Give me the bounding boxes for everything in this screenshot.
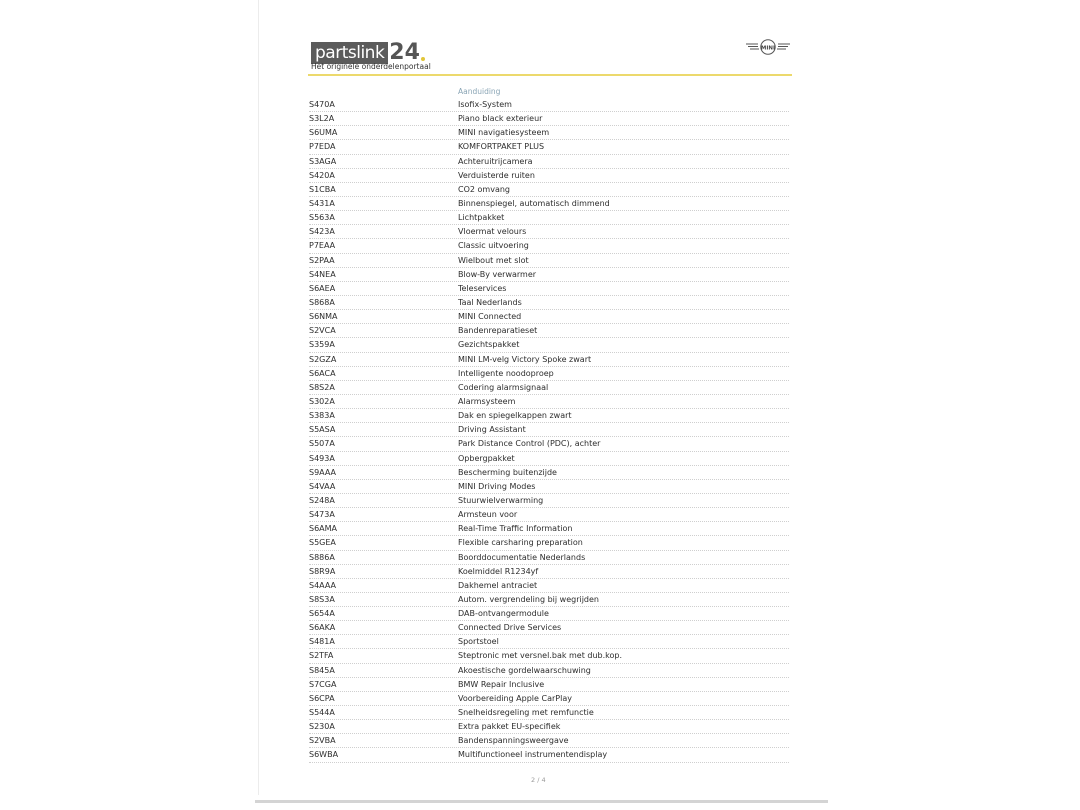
table-row (309, 225, 789, 239)
option-description: Alarmsysteem (458, 396, 516, 406)
table-row (309, 169, 789, 183)
option-description: Bandenspanningsweergave (458, 736, 569, 746)
option-description: Voorbereiding Apple CarPlay (458, 693, 572, 703)
table-row (309, 536, 789, 550)
mini-wings-icon (745, 39, 791, 55)
option-code: S8S3A (309, 594, 335, 604)
table-row (309, 98, 789, 112)
option-description: Lichtpakket (458, 213, 505, 223)
option-code: S654A (309, 609, 335, 619)
option-code: S2TFA (309, 651, 334, 661)
option-description: DAB-ontvangermodule (458, 609, 549, 619)
table-row (309, 508, 789, 522)
option-code: S845A (309, 665, 335, 675)
option-code: S544A (309, 708, 335, 718)
table-row (309, 140, 789, 154)
table-row (309, 579, 789, 593)
option-description: Teleservices (458, 283, 507, 293)
option-code: S507A (309, 439, 335, 449)
option-description: Intelligente noodoproep (458, 368, 554, 378)
option-code: S6NMA (309, 312, 338, 322)
option-code: P7EAA (309, 241, 336, 251)
option-description: MINI LM-velg Victory Spoke zwart (458, 354, 592, 364)
table-row (309, 734, 789, 748)
option-code: S8R9A (309, 566, 336, 576)
table-row (309, 720, 789, 734)
option-description: Koelmiddel R1234yf (458, 566, 539, 576)
table-row (309, 310, 789, 324)
column-header-aanduiding: Aanduiding (458, 87, 501, 96)
option-code: S5GEA (309, 538, 336, 548)
table-row (309, 395, 789, 409)
table-row (309, 197, 789, 211)
table-row (309, 494, 789, 508)
option-code: S6CPA (309, 693, 335, 703)
option-code: P7EDA (309, 142, 336, 152)
page-number: 2 / 4 (531, 776, 546, 784)
option-description: Driving Assistant (458, 425, 526, 435)
brand-label: MINI (760, 45, 776, 52)
option-code: S1CBA (309, 184, 336, 194)
option-description: Opbergpakket (458, 453, 515, 463)
table-row (309, 367, 789, 381)
table-row (309, 282, 789, 296)
option-code: S6WBA (309, 750, 339, 760)
table-row (309, 522, 789, 536)
option-code: S5ASA (309, 425, 336, 435)
option-code: S4VAA (309, 481, 336, 491)
table-row (309, 211, 789, 225)
option-code: S7CGA (309, 679, 337, 689)
table-row (309, 692, 789, 706)
table-row (309, 268, 789, 282)
table-row (309, 155, 789, 169)
option-description: Connected Drive Services (458, 623, 562, 633)
page-bottom-edge (255, 800, 828, 803)
table-row (309, 452, 789, 466)
table-row (309, 423, 789, 437)
option-description: CO2 omvang (458, 184, 510, 194)
option-code: S2GZA (309, 354, 337, 364)
option-code: S420A (309, 170, 335, 180)
option-description: Snelheidsregeling met remfunctie (458, 708, 594, 718)
option-code: S2VBA (309, 736, 336, 746)
option-code: S473A (309, 510, 335, 520)
option-description: Multifunctioneel instrumentendisplay (458, 750, 608, 760)
option-description: Wielbout met slot (458, 255, 529, 265)
option-description: Dak en spiegelkappen zwart (458, 411, 572, 421)
option-description: Codering alarmsignaal (458, 382, 549, 392)
option-code: S9AAA (309, 467, 337, 477)
option-code: S3AGA (309, 156, 337, 166)
logo-number: 24 (389, 40, 420, 65)
option-code: S868A (309, 297, 335, 307)
table-row (309, 183, 789, 197)
option-description: Bescherming buitenzijde (458, 467, 557, 477)
table-row (309, 607, 789, 621)
option-description: Autom. vergrendeling bij wegrijden (458, 594, 599, 604)
option-code: S6ACA (309, 368, 336, 378)
logo-tagline: Het originele onderdelenportaal (311, 62, 431, 71)
option-description: Armsteun voor (458, 510, 518, 520)
table-row (309, 239, 789, 253)
option-description: BMW Repair Inclusive (458, 679, 545, 689)
option-code: S2VCA (309, 326, 336, 336)
option-code: S4AAA (309, 580, 337, 590)
table-row (309, 621, 789, 635)
option-code: S423A (309, 227, 335, 237)
option-description: Sportstoel (458, 637, 499, 647)
option-code: S6AMA (309, 524, 338, 534)
option-code: S3L2A (309, 114, 335, 124)
option-description: MINI Driving Modes (458, 481, 536, 491)
logo-dot-icon (421, 57, 425, 61)
table-row (309, 466, 789, 480)
page-edge (258, 0, 259, 795)
table-row (309, 706, 789, 720)
option-description: Blow-By verwarmer (458, 269, 537, 279)
table-row (309, 565, 789, 579)
option-code: S431A (309, 198, 335, 208)
options-table (309, 98, 789, 763)
option-description: Piano black exterieur (458, 114, 543, 124)
table-row (309, 338, 789, 352)
option-code: S230A (309, 722, 335, 732)
option-code: S6UMA (309, 128, 338, 138)
table-row (309, 353, 789, 367)
option-description: Taal Nederlands (458, 297, 522, 307)
table-row (309, 649, 789, 663)
option-description: Real-Time Traffic Information (458, 524, 573, 534)
option-description: MINI navigatiesysteem (458, 128, 550, 138)
table-row (309, 126, 789, 140)
partslink24-logo (311, 40, 425, 64)
table-row (309, 678, 789, 692)
option-code: S8S2A (309, 382, 335, 392)
option-code: S470A (309, 100, 335, 109)
option-description: Classic uitvoering (458, 241, 529, 251)
header-rule (308, 74, 792, 76)
option-code: S481A (309, 637, 335, 647)
option-description: Binnenspiegel, automatisch dimmend (458, 198, 610, 208)
option-description: KOMFORTPAKET PLUS (458, 142, 545, 152)
option-code: S886A (309, 552, 335, 562)
table-row (309, 254, 789, 268)
table-row (309, 664, 789, 678)
table-row (309, 635, 789, 649)
option-code: S493A (309, 453, 335, 463)
option-code: S383A (309, 411, 335, 421)
option-description: Park Distance Control (PDC), achter (458, 439, 601, 449)
table-row (309, 112, 789, 126)
option-description: Achteruitrijcamera (458, 156, 533, 166)
option-description: Vloermat velours (458, 227, 527, 237)
mini-brand-logo (745, 39, 791, 55)
option-description: Steptronic met versnel.bak met dub.kop. (458, 651, 623, 661)
table-row (309, 381, 789, 395)
table-row (309, 409, 789, 423)
option-description: Extra pakket EU-specifiek (458, 722, 561, 732)
table-row (309, 296, 789, 310)
table-row (309, 593, 789, 607)
option-description: Akoestische gordelwaarschuwing (458, 665, 591, 675)
option-description: Dakhemel antraciet (458, 580, 538, 590)
option-code: S6AEA (309, 283, 336, 293)
table-row (309, 437, 789, 451)
table-row (309, 748, 789, 762)
option-description: Boorddocumentatie Nederlands (458, 552, 586, 562)
option-description: Stuurwielverwarming (458, 495, 544, 505)
logo-wordmark: partslink (311, 42, 388, 64)
option-description: Flexible carsharing preparation (458, 538, 583, 548)
option-code: S359A (309, 340, 335, 350)
option-description: Gezichtspakket (458, 340, 520, 350)
option-description: MINI Connected (458, 312, 522, 322)
table-row (309, 551, 789, 565)
table-row (309, 480, 789, 494)
option-description: Verduisterde ruiten (458, 170, 535, 180)
option-description: Isofix-System (458, 100, 512, 109)
option-code: S4NEA (309, 269, 336, 279)
option-code: S2PAA (309, 255, 335, 265)
option-code: S302A (309, 396, 335, 406)
option-code: S248A (309, 495, 335, 505)
option-code: S6AKA (309, 623, 336, 633)
table-row (309, 324, 789, 338)
option-code: S563A (309, 213, 335, 223)
option-description: Bandenreparatieset (458, 326, 538, 336)
